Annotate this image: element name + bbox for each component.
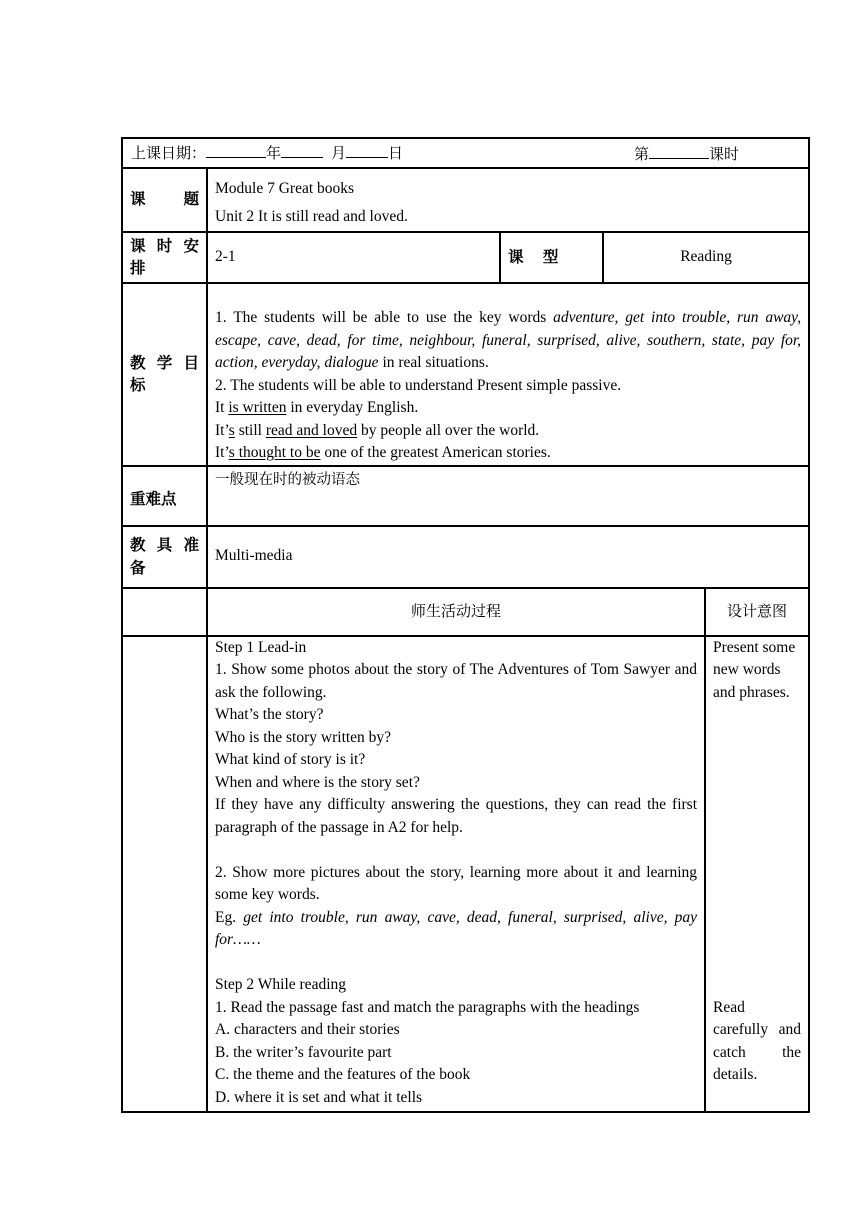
option-c: C. the theme and the features of the book <box>215 1066 471 1083</box>
intent-cell <box>705 636 809 1113</box>
tools-label: 教 具 准 备 <box>122 526 207 588</box>
step2-item1: 1. Read the passage fast and match the paragraphs with the headings <box>215 998 640 1016</box>
question-4: When and where is the story set? <box>215 773 420 791</box>
objective-1: 1. The students will be able to use the key words adventure, get into trouble, run away, escape, cave, dead, for time, neighbour, funeral, surprised, alive, southern, state, pay for, action, everyday, dialogue in real situations. <box>215 309 802 371</box>
topic-label: 课 题 <box>122 168 207 232</box>
period-prefix: 第 <box>634 145 650 163</box>
process-header-empty <box>122 588 207 636</box>
example-2: It’s still read and loved by people all over the world. <box>215 421 540 439</box>
day-label: 日 <box>388 144 404 162</box>
date-label: 上课日期： <box>131 144 207 162</box>
objectives-cell <box>207 283 809 466</box>
intent-header: 设计意图 <box>705 588 809 636</box>
type-value: Reading <box>603 232 809 283</box>
period-field <box>634 142 739 166</box>
topic-module: Module 7 Great books <box>215 179 355 197</box>
question-1: What’s the story? <box>215 706 324 723</box>
process-header-row <box>122 588 809 636</box>
step2-title: Step 2 While reading <box>215 976 347 993</box>
schedule-label: 课 时 安 排 <box>122 232 207 283</box>
topic-row <box>122 168 809 232</box>
activities-header: 师生活动过程 <box>207 588 705 636</box>
intent-1: Present some new words and phrases. <box>713 638 796 701</box>
key-points-row <box>122 466 809 526</box>
step1-help: If they have any difficulty answering the questions, they can read the first paragraph of the passage in A2 for help. <box>215 796 697 836</box>
lesson-plan-table <box>121 137 810 1113</box>
period-blank <box>649 142 709 159</box>
example-1: It is written in everyday English. <box>215 399 419 416</box>
schedule-row <box>122 232 809 283</box>
process-row <box>122 636 809 1113</box>
year-label: 年 <box>266 144 282 162</box>
key-points-label: 重难点 <box>122 466 207 526</box>
objectives-label: 教 学 目 标 <box>122 283 207 466</box>
example-words: Eg. get into trouble, run away, cave, dead, funeral, surprised, alive, pay for…… <box>215 908 697 948</box>
month-label: 月 <box>331 144 347 162</box>
objective-1-keywords: adventure, get into trouble, run away, escape, cave, dead, for time, neighbour, funeral, surprised, alive, southern, state, pay for, action, everyday, dialogue <box>215 309 802 371</box>
tools-value: Multi-media <box>207 526 809 588</box>
header-row <box>122 138 809 168</box>
activities-cell <box>207 636 705 1113</box>
option-b: B. the writer’s favourite part <box>215 1043 392 1061</box>
step1-item2: 2. Show more pictures about the story, learning more about it and learning some key words. <box>215 863 697 903</box>
process-left-empty <box>122 636 207 1113</box>
step1-title: Step 1 Lead-in <box>215 638 307 656</box>
schedule-value: 2-1 <box>207 232 500 283</box>
year-blank <box>206 141 266 158</box>
topic-cell <box>207 168 809 232</box>
objectives-row <box>122 283 809 466</box>
tools-row <box>122 526 809 588</box>
intent-2: Read carefully and catch the details. <box>713 998 802 1083</box>
question-3: What kind of story is it? <box>215 751 366 768</box>
key-points-value: 一般现在时的被动语态 <box>207 466 809 526</box>
step1-item1: 1. Show some photos about the story of The Adventures of Tom Sawyer and ask the following. <box>215 661 697 701</box>
month-blank <box>281 141 323 158</box>
type-label: 课 型 <box>500 232 603 283</box>
example-3: It’s thought to be one of the greatest American stories. <box>215 444 551 461</box>
objective-2: 2. The students will be able to understand Present simple passive. <box>215 376 622 394</box>
option-a: A. characters and their stories <box>215 1021 400 1038</box>
period-suffix: 课时 <box>709 145 740 163</box>
date-line <box>122 138 809 168</box>
question-2: Who is the story written by? <box>215 728 392 746</box>
topic-unit: Unit 2 It is still read and loved. <box>215 207 408 225</box>
day-blank <box>346 141 388 158</box>
option-d: D. where it is set and what it tells <box>215 1088 423 1106</box>
